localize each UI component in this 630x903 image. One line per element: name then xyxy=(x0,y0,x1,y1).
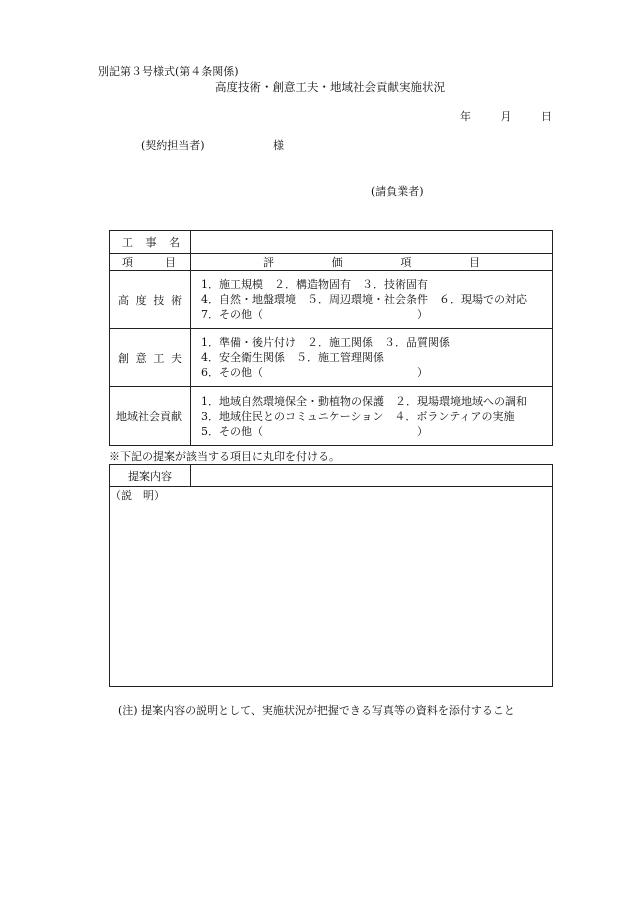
proposal-field[interactable] xyxy=(191,465,553,487)
table-row xyxy=(110,387,553,446)
date-line xyxy=(460,111,552,122)
table-row xyxy=(110,329,553,387)
options-advanced-tech[interactable]: 1．施工規模 ２．構造物固有 ３．技術固有 4．自然・地盤環境 ５．周辺環境・社会条件 ６．現場での対応 7．その他（ ） xyxy=(191,271,553,329)
footer-note: (注) 提案内容の説明として、実施状況が把握できる写真等の資料を添付すること xyxy=(118,704,515,717)
category-advanced-tech: 高 度 技 術 xyxy=(110,271,191,329)
contract-person-label: (契約担当者) xyxy=(141,139,205,152)
category-creativity: 創 意 工 夫 xyxy=(110,329,191,387)
project-name-field[interactable] xyxy=(191,231,553,254)
proposal-row xyxy=(110,465,553,487)
proposal-label-cell: 提案内容 xyxy=(110,465,191,487)
category-community-contribution: 地域社会貢献 xyxy=(110,387,191,446)
honorific-sama: 様 xyxy=(273,139,284,152)
project-name-label-cell: 工 事 名 xyxy=(110,231,191,254)
project-name-row xyxy=(110,231,553,254)
date-year-label: 年 xyxy=(460,110,471,123)
table-row xyxy=(110,271,553,329)
document-title: 高度技術・創意工夫・地域社会貢献実施状況 xyxy=(215,80,445,94)
table-header-row xyxy=(110,254,553,271)
instruction-note: ※下記の提案が該当する項目に丸印を付ける。 xyxy=(109,450,340,463)
date-month-label: 月 xyxy=(500,110,512,123)
options-community-contribution[interactable]: 1．地域自然環境保全・動植物の保護 ２．現場環境地域への調和 3．地域住民とのコミュニケーション ４．ボランティアの実施 5．その他（ ） xyxy=(191,387,553,446)
proposal-table xyxy=(109,464,553,687)
explanation-area[interactable] xyxy=(110,487,553,687)
evaluation-header-cell: 評 価 項 目 xyxy=(191,254,553,271)
form-number-label: 別記第３号様式(第４条関係) xyxy=(98,65,239,78)
options-creativity[interactable]: 1．準備・後片付け ２．施工関係 ３．品質関係 4．安全衛生関係 ５．施工管理関係 6．その他（ ） xyxy=(191,329,553,387)
evaluation-table xyxy=(109,230,553,446)
explanation-row xyxy=(110,487,553,687)
item-header-cell: 項 目 xyxy=(110,254,191,271)
date-day-label: 日 xyxy=(541,110,552,123)
explanation-label: （説 明） xyxy=(110,489,165,502)
contractor-label: (請負業者) xyxy=(371,185,424,198)
